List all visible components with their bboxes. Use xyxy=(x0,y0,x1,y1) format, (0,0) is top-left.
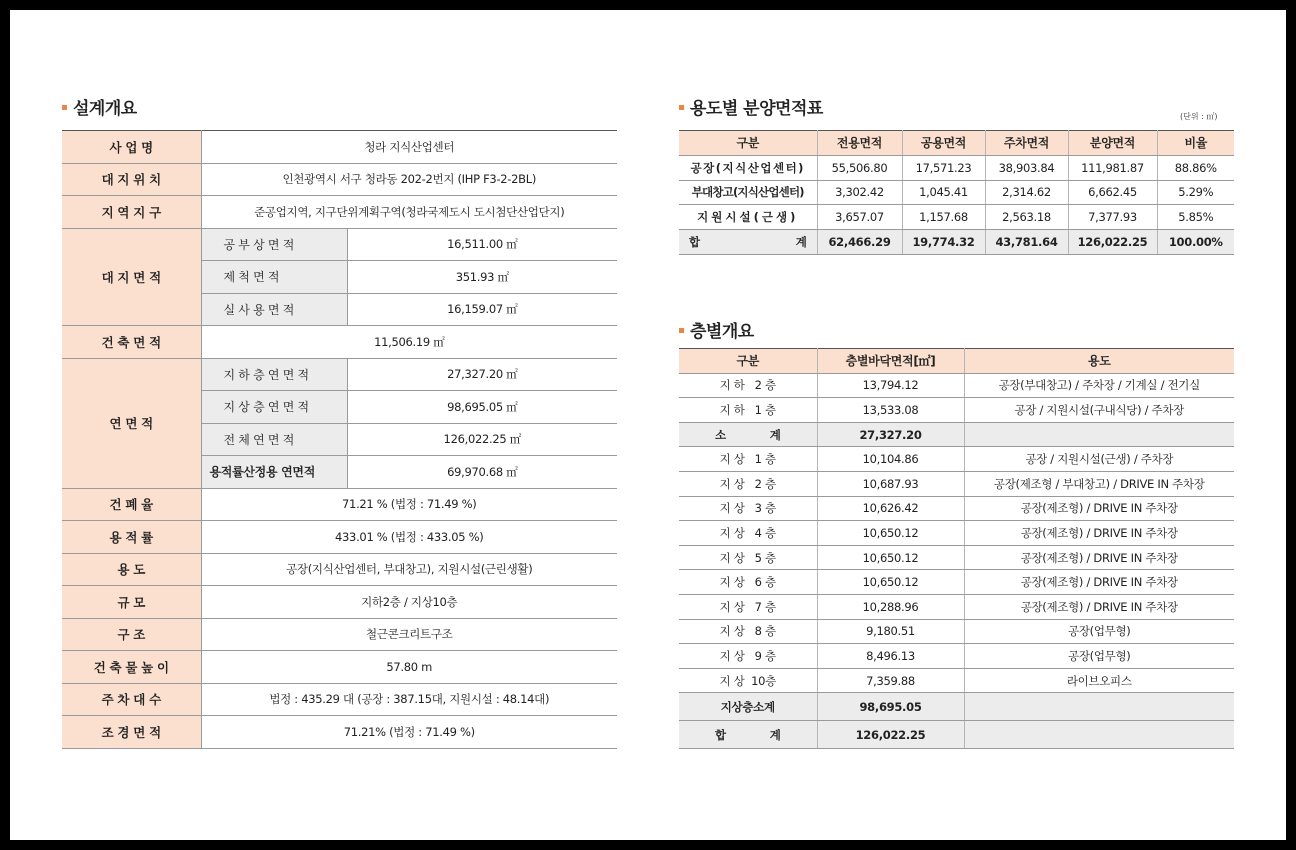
sub-value: 98,695.05 ㎡ xyxy=(347,391,617,424)
table-cell: 1,045.41 xyxy=(902,180,985,205)
table-cell: 55,506.80 xyxy=(817,155,902,180)
row-value: 57.80 m xyxy=(201,651,617,684)
floor-label: 지 하 1 층 xyxy=(679,398,817,423)
table-row xyxy=(62,683,617,716)
table-row xyxy=(62,553,617,586)
row-value: 71.21% (법정 : 71.49 %) xyxy=(201,716,617,749)
table-cell: 126,022.25 xyxy=(1068,230,1157,255)
table-row xyxy=(679,155,1234,180)
row-value: 71.21 % (법정 : 71.49 %) xyxy=(201,488,617,521)
table-cell: 5.29% xyxy=(1157,180,1234,205)
table-row xyxy=(62,358,617,391)
table-cell: 공장 / 지원시설(근생) / 주차장 xyxy=(964,447,1234,472)
row-label: 용 도 xyxy=(62,553,201,586)
table-row xyxy=(62,521,617,554)
table-cell: 1,157.68 xyxy=(902,205,985,230)
table-cell: 공장(업무형) xyxy=(964,644,1234,669)
square-bullet-icon xyxy=(679,105,684,110)
table-row xyxy=(679,644,1234,669)
sub-label: 실 사 용 면 적 xyxy=(201,293,347,326)
column-header: 층별바닥면적[㎡] xyxy=(817,349,964,374)
floor-label: 지 상 5 층 xyxy=(679,545,817,570)
total-row xyxy=(679,721,1234,749)
row-label: 연 면 적 xyxy=(62,358,201,488)
row-label: 공장(지식산업센터) xyxy=(679,155,817,180)
table-cell: 공장 / 지원시설(구내식당) / 주차장 xyxy=(964,398,1234,423)
column-header: 구분 xyxy=(679,349,817,374)
column-header: 용도 xyxy=(964,349,1234,374)
subtotal-label: 지상층소계 xyxy=(679,693,817,721)
row-label: 대 지 위 치 xyxy=(62,163,201,196)
sub-label: 지 상 층 연 면 적 xyxy=(201,391,347,424)
table-cell: 공장(제조형) / DRIVE IN 주차장 xyxy=(964,521,1234,546)
sub-label: 지 하 층 연 면 적 xyxy=(201,358,347,391)
table-cell: 10,687.93 xyxy=(817,471,964,496)
table-row xyxy=(62,131,617,164)
row-value: 지하2층 / 지상10층 xyxy=(201,586,617,619)
table-cell: 126,022.25 xyxy=(817,721,964,749)
above-subtotal-row xyxy=(679,693,1234,721)
row-label: 건 축 물 높 이 xyxy=(62,651,201,684)
table-row xyxy=(62,163,617,196)
table-cell: 10,650.12 xyxy=(817,545,964,570)
table-cell: 38,903.84 xyxy=(985,155,1068,180)
floor-overview-table xyxy=(679,348,1234,749)
table-cell: 10,626.42 xyxy=(817,496,964,521)
total-label-left: 합 xyxy=(689,235,700,250)
column-header: 비율 xyxy=(1157,131,1234,156)
table-row xyxy=(679,594,1234,619)
floor-label: 지 상 8 층 xyxy=(679,619,817,644)
table-cell: 공장(제조형) / DRIVE IN 주차장 xyxy=(964,594,1234,619)
table-cell xyxy=(964,693,1234,721)
floor-label: 지 상 6 층 xyxy=(679,570,817,595)
sale-area-title: 용도별 분양면적표 xyxy=(679,94,823,119)
table-cell: 43,781.64 xyxy=(985,230,1068,255)
sub-value: 16,159.07 ㎡ xyxy=(347,293,617,326)
row-value: 공장(지식산업센터, 부대창고), 지원시설(근린생활) xyxy=(201,553,617,586)
table-cell: 10,650.12 xyxy=(817,570,964,595)
table-cell: 111,981.87 xyxy=(1068,155,1157,180)
row-label: 조 경 면 적 xyxy=(62,716,201,749)
floor-label: 지 상 1 층 xyxy=(679,447,817,472)
total-row xyxy=(679,230,1234,255)
table-header-row xyxy=(679,131,1234,156)
table-cell: 19,774.32 xyxy=(902,230,985,255)
row-label: 용 적 률 xyxy=(62,521,201,554)
square-bullet-icon xyxy=(62,105,67,110)
column-header: 주차면적 xyxy=(985,131,1068,156)
table-cell: 6,662.45 xyxy=(1068,180,1157,205)
subtotal-row xyxy=(679,422,1234,447)
table-cell: 27,327.20 xyxy=(817,422,964,447)
row-value: 철근콘크리트구조 xyxy=(201,618,617,651)
table-cell: 3,657.07 xyxy=(817,205,902,230)
floor-label: 지 상 9 층 xyxy=(679,644,817,669)
total-label xyxy=(679,230,817,255)
row-value: 인천광역시 서구 청라동 202-2번지 (IHP F3-2-2BL) xyxy=(201,163,617,196)
column-header: 공용면적 xyxy=(902,131,985,156)
table-cell: 7,377.93 xyxy=(1068,205,1157,230)
table-row xyxy=(679,570,1234,595)
row-label: 부대창고(지식산업센터) xyxy=(679,180,817,205)
total-label: 합 계 xyxy=(679,721,817,749)
row-label: 지원시설(근생) xyxy=(679,205,817,230)
table-cell: 5.85% xyxy=(1157,205,1234,230)
column-header: 구분 xyxy=(679,131,817,156)
floor-label: 지 하 2 층 xyxy=(679,373,817,398)
row-value: 법정 : 435.29 대 (공장 : 387.15대, 지원시설 : 48.14대) xyxy=(201,683,617,716)
design-overview-table xyxy=(62,130,617,749)
sub-value: 27,327.20 ㎡ xyxy=(347,358,617,391)
table-cell: 17,571.23 xyxy=(902,155,985,180)
page xyxy=(10,10,1286,840)
table-cell xyxy=(964,721,1234,749)
row-value: 준공업지역, 지구단위계획구역(청라국제도시 도시첨단산업단지) xyxy=(201,196,617,229)
table-row xyxy=(679,471,1234,496)
unit-label: (단위 : ㎡) xyxy=(1180,112,1218,121)
table-cell: 98,695.05 xyxy=(817,693,964,721)
total-label-right: 계 xyxy=(795,235,807,250)
sub-label: 제 척 면 적 xyxy=(201,261,347,294)
table-row xyxy=(62,326,617,359)
sub-value: 16,511.00 ㎡ xyxy=(347,228,617,261)
subtotal-label: 소 계 xyxy=(679,422,817,447)
floor-label: 지 상 2 층 xyxy=(679,471,817,496)
column-header: 분양면적 xyxy=(1068,131,1157,156)
table-row xyxy=(62,228,617,261)
table-row xyxy=(679,180,1234,205)
row-value: 433.01 % (법정 : 433.05 %) xyxy=(201,521,617,554)
row-value: 청라 지식산업센터 xyxy=(201,131,617,164)
sub-value: 69,970.68 ㎡ xyxy=(347,456,617,489)
table-cell: 공장(제조형) / DRIVE IN 주차장 xyxy=(964,496,1234,521)
table-cell: 공장(제조형) / DRIVE IN 주차장 xyxy=(964,545,1234,570)
table-cell: 공장(부대창고) / 주차장 / 기계실 / 전기실 xyxy=(964,373,1234,398)
design-overview-title: 설계개요 xyxy=(62,94,137,119)
table-row xyxy=(679,398,1234,423)
table-cell: 13,794.12 xyxy=(817,373,964,398)
table-row xyxy=(679,619,1234,644)
table-row xyxy=(679,447,1234,472)
table-cell: 62,466.29 xyxy=(817,230,902,255)
table-cell: 100.00% xyxy=(1157,230,1234,255)
row-label: 건 축 면 적 xyxy=(62,326,201,359)
sub-label: 전 체 연 면 적 xyxy=(201,423,347,456)
sub-value: 126,022.25 ㎡ xyxy=(347,423,617,456)
table-row xyxy=(62,618,617,651)
table-cell: 88.86% xyxy=(1157,155,1234,180)
table-cell: 8,496.13 xyxy=(817,644,964,669)
row-label: 규 모 xyxy=(62,586,201,619)
row-label: 사 업 명 xyxy=(62,131,201,164)
table-cell: 공장(제조형) / DRIVE IN 주차장 xyxy=(964,570,1234,595)
row-value: 11,506.19 ㎡ xyxy=(201,326,617,359)
sub-label: 공 부 상 면 적 xyxy=(201,228,347,261)
sub-value: 351.93 ㎡ xyxy=(347,261,617,294)
row-label: 지 역 지 구 xyxy=(62,196,201,229)
table-cell: 공장(업무형) xyxy=(964,619,1234,644)
table-row xyxy=(62,716,617,749)
table-cell: 공장(제조형 / 부대창고) / DRIVE IN 주차장 xyxy=(964,471,1234,496)
row-label: 건 폐 율 xyxy=(62,488,201,521)
floor-label: 지 상 7 층 xyxy=(679,594,817,619)
table-cell: 7,359.88 xyxy=(817,668,964,693)
floor-label: 지 상 3 층 xyxy=(679,496,817,521)
table-header-row xyxy=(679,349,1234,374)
table-row xyxy=(62,651,617,684)
table-cell: 13,533.08 xyxy=(817,398,964,423)
square-bullet-icon xyxy=(679,328,684,333)
table-row xyxy=(679,373,1234,398)
row-label: 대 지 면 적 xyxy=(62,228,201,326)
table-row xyxy=(679,668,1234,693)
table-cell: 2,563.18 xyxy=(985,205,1068,230)
row-label: 주 차 대 수 xyxy=(62,683,201,716)
column-header: 전용면적 xyxy=(817,131,902,156)
table-row xyxy=(679,496,1234,521)
floor-label: 지 상 4 층 xyxy=(679,521,817,546)
floor-label: 지 상 10층 xyxy=(679,668,817,693)
table-cell: 10,288.96 xyxy=(817,594,964,619)
table-cell: 9,180.51 xyxy=(817,619,964,644)
floor-overview-title: 층별개요 xyxy=(679,317,754,342)
table-cell: 2,314.62 xyxy=(985,180,1068,205)
table-row xyxy=(679,545,1234,570)
table-row xyxy=(62,488,617,521)
table-row xyxy=(62,196,617,229)
row-label: 구 조 xyxy=(62,618,201,651)
table-row xyxy=(62,586,617,619)
table-cell: 라이브오피스 xyxy=(964,668,1234,693)
table-row xyxy=(679,205,1234,230)
sale-area-table xyxy=(679,130,1234,255)
table-cell: 3,302.42 xyxy=(817,180,902,205)
sub-label: 용적률산정용 연면적 xyxy=(201,456,347,489)
table-row xyxy=(679,521,1234,546)
table-cell: 10,104.86 xyxy=(817,447,964,472)
table-cell: 10,650.12 xyxy=(817,521,964,546)
table-cell xyxy=(964,422,1234,447)
